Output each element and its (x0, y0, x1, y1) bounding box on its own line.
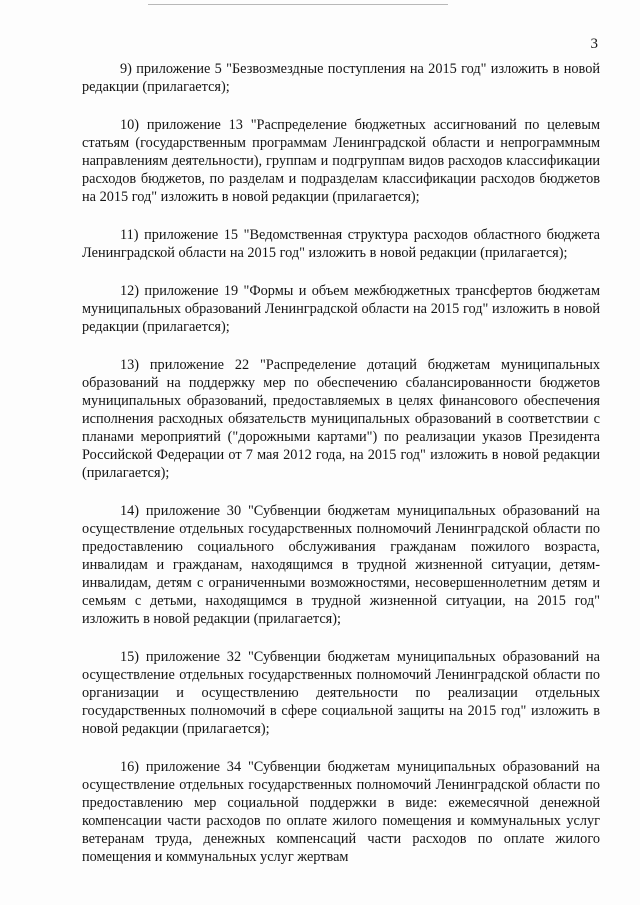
list-item-14: 14) приложение 30 "Субвенции бюджетам муниципальных образований на осуществление отдельных государственных полномочий Ленинградской области по предоставлению социального обслуживания гражданам пожилого возраста, инвалидам и гражданам, находящимся в трудной жизненной ситуации, детям-инвалидам, детям с ограниченными возможностями, несовершеннолетним детям и семьям с детьми, находящимся в трудной жизненной ситуации, на 2015 год" изложить в новой редакции (прилагается); (82, 503, 600, 627)
list-item-10: 10) приложение 13 "Распределение бюджетных ассигнований по целевым статьям (государственным программам Ленинградской области и непрограммным направлениям деятельности), группам и подгруппам видов расходов классификации расходов бюджетов, по разделам и подразделам классификации расходов бюджетов на 2015 год" изложить в новой редакции (прилагается); (82, 117, 600, 205)
list-item-16: 16) приложение 34 "Субвенции бюджетам муниципальных образований на осуществление отдельных государственных полномочий Ленинградской области по предоставлению мер социальной поддержки в виде: ежемесячной денежной компенсации части расходов по оплате жилого помещения и коммунальных услуг ветеранам труда, денежных компенсаций части расходов по оплате жилого помещения и коммунальных услуг жертвам (82, 759, 600, 865)
list-item-13: 13) приложение 22 "Распределение дотаций бюджетам муниципальных образований на поддержку мер по обеспечению сбалансированности бюджетов муниципальных образований, предоставляемых в целях финансового обеспечения исполнения расходных обязательств муниципальных образований в соответствии с планами мероприятий ("дорожными картами") по реализации указов Президента Российской Федерации от 7 мая 2012 года, на 2015 год" изложить в новой редакции (прилагается); (82, 357, 600, 481)
document-body (82, 60, 600, 866)
page-number: 3 (590, 36, 598, 52)
list-item-9: 9) приложение 5 "Безвозмездные поступления на 2015 год" изложить в новой редакции (прилагается); (82, 61, 600, 95)
list-item-12: 12) приложение 19 "Формы и объем межбюджетных трансфертов бюджетам муниципальных образований Ленинградской области на 2015 год" изложить в новой редакции (прилагается); (82, 283, 600, 335)
list-item-11: 11) приложение 15 "Ведомственная структура расходов областного бюджета Ленинградской области на 2015 год" изложить в новой редакции (прилагается); (82, 227, 600, 261)
list-item-15: 15) приложение 32 "Субвенции бюджетам муниципальных образований на осуществление отдельных государственных полномочий Ленинградской области по организации и осуществлению деятельности по реализации отдельных государственных полномочий в сфере социальной защиты на 2015 год" изложить в новой редакции (прилагается); (82, 649, 600, 737)
scan-artifact-line (148, 4, 448, 5)
